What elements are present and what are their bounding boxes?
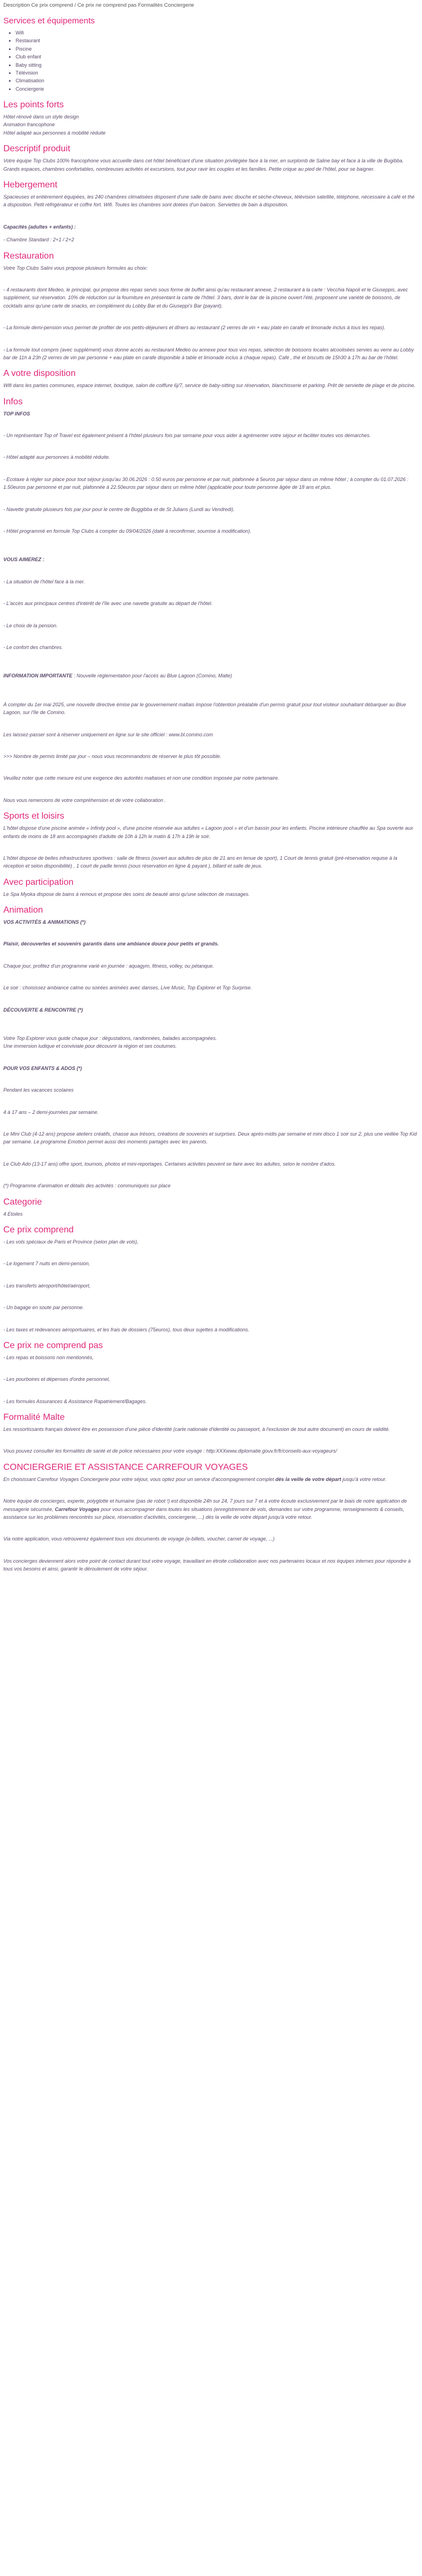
restauration-paragraph: - La formule tout compris (avec supplément) vous donne accès au restaurant Medeo ou annexe pour tous vos repas, sélection de boissons locales alcoolisées servies au verre au Lobby bar de 11h à 23h (2 verres de vin par personne + eau plate en carafe disponible à table et limonade inclus à chaque repas). Café , thé et biscuits de 15h30 à 17h au bar de l'hôtel. (3, 346, 414, 360)
service-item: • Baby sitting (16, 61, 418, 69)
conciergerie-bold: Carrefour Voyages (55, 1506, 100, 1512)
disposition-title: A votre disposition (3, 369, 76, 379)
formalites-title: Formalité Malte (3, 1413, 65, 1423)
restauration-title: Restauration (3, 251, 54, 261)
restauration-paragraph: - 4 restaurants dont Medeo, le principal, qui propose des repas servis sous forme de buffet ainsi qu'au restaurant annexe, 2 restaurant à la carte : Vecchia Napoli et le Giuseppis, avec supplément, sur réservation. 10% de réduction sur la fourniture en présentant la carte de l'hôtel. 3 bars, dont le bar de la piscine ouvert l'été, proposent une variété de boissons, de cocktails ainsi qu'une carte de snacks, en complément du Lobby Bar et du Giuseppi's Bar (payant). (3, 286, 408, 309)
decouverte-line: Une immersion ludique et conviviale pour découvrir la région et ses coutumes. (3, 1043, 177, 1049)
service-item: • Conciergerie (16, 85, 418, 93)
conciergerie-text: pour vous accompagner dans toutes les situations (enregistrement de vols, demandes sur votre programme, renseignements & conseils, assistance sur les problèmes rencontrés sur place, réservation d'activités, conciergerie, ...) dès la veille de votre départ jusqu'à votre retour. (3, 1506, 405, 1520)
restauration-paragraph: - La formule demi-pension vous permet de profiter de vos petits-déjeuners et dîners au restaurant (2 verres de vin + eau plate en carafe et limonade inclus à tous les repas). (3, 325, 386, 331)
important-label: INFORMATION IMPORTANTE (3, 673, 72, 679)
prix-comprend-item: - Les vols spéciaux de Paris et Province (selon plan de vols), (3, 1239, 139, 1245)
prix-ne-comprend-item: - Les repas et boissons non mentionnés, (3, 1354, 94, 1360)
top-infos-subtitle: TOP INFOS (3, 410, 31, 417)
formalites-paragraph: Les ressortissants français doivent être en possession d'une pièce d'identité (carte nationale d'identité ou passeport, à l'exclusion de tout autre document) en cours de validité. (3, 1426, 390, 1433)
conciergerie-text: jusqu'à votre retour. (341, 1476, 387, 1482)
aimerez-item: - L'accès aux principaux centres d'intérêt de l'île avec une navette gratuite au départ de l'hôtel. (3, 601, 213, 607)
conciergerie-paragraph (3, 1497, 418, 1521)
blue-lagoon-paragraph: Nous vous remercions de votre compréhension et de votre collaboration . (3, 797, 166, 803)
blue-lagoon-paragraph: Veuillez noter que cette mesure est une exigence des autorités maltaises et non une condition imposée par notre partenaire. (3, 775, 279, 781)
point-fort-line: Animation francophone (3, 122, 55, 128)
blue-lagoon-paragraph: À compter du 1er mai 2025, une nouvelle directive émise par le gouvernement maltais impose l'obtention préalable d'un permis gratuit pour tout visiteur souhaitant débarquer au Blue Lagoon, sur l'île de Comino. (3, 701, 406, 716)
services-title: Services et équipements (3, 16, 95, 26)
blue-lagoon-paragraph: >>> Nombre de permis limité par jour – nous vous recommandons de réserver le plus tôt possible. (3, 753, 222, 759)
conciergerie-title: CONCIERGERIE ET ASSISTANCE CARREFOUR VOYAGES (3, 1462, 248, 1472)
capacity-value: - Chambre Standard : 2+1 / 2+2 (3, 237, 75, 243)
capacity-label: Capacités (adultes + enfants) : (3, 224, 76, 230)
info-paragraph: - Hôtel programmé en formule Top Clubs à compter du 09/04/2026 (daté à reconfirmer, soumise à modification). (3, 528, 252, 534)
participation-title: Avec participation (3, 877, 73, 887)
services-list (3, 29, 418, 93)
decouverte-line: Votre Top Explorer vous guide chaque jour : dégustations, randonnées, balades accompagnées. (3, 1036, 217, 1042)
animation-title: Animation (3, 905, 43, 915)
prix-ne-comprend-item: - Les formules Assurances & Assistance Rapatriement/Bagages. (3, 1398, 147, 1404)
conciergerie-paragraph: Vos concierges deviennent alors votre point de contact durant tout votre voyage, travaillant en étroite collaboration avec nos partenaires locaux et nos équipes internes pour répondre à tous vos besoins et ainsi, garantir le déroulement de votre séjour. (3, 1558, 411, 1572)
hebergement-text: Spacieuses et entièrement équipées, les 240 chambres climatisées disposent d'une salle de bains avec douche et sèche-cheveux, télévision satellite, téléphone, nécessaire à café et thé à disposition. Petit réfrigérateur et coffre fort. Wifi. Toutes les chambres sont dotées d'un balcon. Serviettes de bain à disposition. (3, 194, 415, 208)
descriptif-text: Votre équipe Top Clubs 100% francophone vous accueille dans cet hôtel bénéficiant d'une situation privilégiée face à la mer, en surplomb de Saline bay et face à la ville de Bugibba. Grands espaces, chambres confortables, nombreuses activités et excursions, tout pour ravir les couples et les familles. Petite crique au pied de l'hôtel, pour se baigner. (3, 158, 404, 172)
section-tabs-line: Description Ce prix comprend / Ce prix ne comprend pas Formalités Conciergerie (3, 2, 194, 8)
descriptif-title: Descriptif produit (3, 144, 71, 154)
service-item: • Climatisation (16, 77, 418, 85)
sports-paragraph: L'hôtel dispose de belles infrastructures sportives : salle de fitness (ouvert aux adultes de plus de 21 ans en tenue de sport), 1 Court de tennis gratuit (pré-réservation requise à la réception et selon disponibilité) , 1 court de padle tennis (sous réservation en ligne & payant ), billard et salle de jeux. (3, 855, 398, 869)
enfants-paragraph: Le Mini Club (4-12 ans) propose ateliers créatifs, chasse aux trésors, créations de souvenirs et surprises. Deux après-midis par semaine et mini disco 1 soir sur 2, plus une veillée Top Kid par semaine. Le programme Emotion permet aussi des moments partagés avec les parents. (3, 1131, 417, 1145)
categorie-title: Categorie (3, 1197, 42, 1207)
aimerez-item: - La situation de l'hôtel face à la mer. (3, 578, 85, 584)
prix-comprend-item: - Un bagage en soute par personne. (3, 1305, 84, 1311)
service-item: • Restaurant (16, 37, 418, 44)
participation-text: Le Spa Myoka dispose de bains à remous et propose des soins de beauté ainsi qu'une sélection de massages. (3, 891, 250, 897)
disposition-text: Wifi dans les parties communes, espace internet, boutique, salon de coiffure 6j/7, service de baby-sitting sur réservation, blanchisserie et parking. Prêt de serviette de plage et de piscine. (3, 383, 416, 389)
hebergement-title: Hebergement (3, 180, 57, 190)
service-item: • Wifi (16, 29, 418, 37)
animation-tagline: Plaisir, découvertes et souvenirs garantis dans une ambiance douce pour petits et grands. (3, 941, 219, 947)
important-info (3, 672, 418, 680)
animation-note: (*) Programme d'animation et détails des activités : communiqués sur place (3, 1183, 171, 1189)
conciergerie-bold: dès la veille de votre départ (275, 1476, 341, 1482)
service-item: • Club enfant (16, 53, 418, 61)
animation-paragraph: Le soir : choisissez ambiance calme ou soirées animées avec danses, Live Music, Top Explorer et Top Surprise. (3, 985, 252, 991)
aimerez-item: - Le choix de la pension. (3, 622, 58, 628)
enfants-paragraph: Le Club Ado (13-17 ans) offre sport, tournois, photos et mini-reportages. Certaines activités peuvent se faire avec les adultes, selon le nombre d'ados. (3, 1161, 336, 1167)
service-item: • Piscine (16, 45, 418, 53)
enfants-title: POUR VOS ENFANTS & ADOS (*) (3, 1065, 82, 1071)
categorie-value: 4 Etoiles (3, 1211, 23, 1217)
info-paragraph: - Ecotaxe à régler sur place pour tout séjour jusqu'au 30.06.2026 : 0.50 euros par personne et par nuit, plafonnée à 5euros par séjour dans un même hôtel ; à compter du 01.07.2026 : 1.50euros par personne et par nuit, plafonnée à 22.50euros par séjour dans un même hôtel (applicable pour toute personne âgée de 18 ans et plus. (3, 476, 409, 491)
aimerez-title: VOUS AIMEREZ : (3, 557, 45, 563)
animation-subtitle: VOS ACTIVITÉS & ANIMATIONS (*) (3, 919, 86, 925)
prix-comprend-item: - Les taxes et redevances aéroportuaires, et les frais de dossiers (75euros), tous deux sujettes à modifications. (3, 1326, 249, 1332)
enfants-paragraph: 4 à 17 ans – 2 demi-journées par semaine. (3, 1109, 99, 1115)
info-paragraph: - Hôtel adapté aux personnes à mobilité réduite. (3, 454, 110, 460)
formalites-paragraph: Vous pouvez consulter les formalités de santé et de police nécessaires pour votre voyage : http:XXXwww.diplomatie.gouv.fr/fr/conseils-aux-voyageurs/ (3, 1448, 337, 1454)
decouverte-title: DÉCOUVERTE & RENCONTRE (*) (3, 1007, 83, 1013)
sports-paragraph: L'hôtel dispose d'une piscine animée « Infinity pool », d'une piscine réservée aux adultes « Lagoon pool » et d'un bassin pour les enfants. Piscine intérieure chauffée au Spa ouverte aux enfants de moins de 18 ans accompagnés d'adulte de 10h à 12h le matin & 17h à 19h le soir. (3, 825, 413, 839)
prix-comprend-item: - Les transferts aéroport/hôtel/aéroport, (3, 1282, 91, 1289)
aimerez-item: - Le confort des chambres. (3, 645, 63, 650)
sports-title: Sports et loisirs (3, 811, 65, 821)
point-fort-line: Hôtel rénové dans un style design (3, 114, 79, 120)
conciergerie-text: Notre équipe de concierges, experte, polyglotte et humaine (pas de robot !) est disponible 24h sur 24, 7 jours sur 7 et à votre écoute exclusivement par le biais de notre application de messagerie sécurisée, (3, 1498, 407, 1512)
conciergerie-paragraph (3, 1475, 418, 1483)
info-paragraph: - Un représentant Top of Travel est également présent à l'hôtel plusieurs fois par semaine pour vous aider à agrémenter votre séjour et faciliter toutes vos démarches. (3, 433, 371, 439)
conciergerie-paragraph: Via notre application, vous retrouverez également tous vos documents de voyage (e-billets, voucher, carnet de voyage, ...) (3, 1536, 275, 1542)
important-text: : Nouvelle réglementation pour l'accès au Blue Lagoon (Comino, Malte) (72, 673, 232, 679)
info-paragraph: - Navette gratuite plusieurs fois par jour pour le centre de Buggibba et de St Julians (Lundi au Vendredi). (3, 506, 235, 512)
prix-ne-comprend-title: Ce prix ne comprend pas (3, 1340, 103, 1350)
prix-comprend-title: Ce prix comprend (3, 1225, 74, 1235)
blue-lagoon-paragraph: Les laissez-passer sont à réserver uniquement en ligne sur le site officiel : www.bl.comino.com (3, 731, 213, 737)
service-item: • Télévision (16, 69, 418, 77)
point-fort-line: Hôtel adapté aux personnes à mobilité réduite (3, 130, 106, 136)
prix-comprend-item: - Le logement 7 nuits en demi-pension, (3, 1261, 90, 1267)
infos-title: Infos (3, 397, 23, 407)
enfants-paragraph: Pendant les vacances scolaires (3, 1087, 74, 1093)
prix-ne-comprend-item: - Les pourboires et dépenses d'ordre personnel, (3, 1376, 110, 1383)
conciergerie-text: En choisissant Carrefour Voyages Conciergerie pour votre séjour, vous optez pour un service d'accompagnement complet (3, 1476, 276, 1482)
points-forts-title: Les points forts (3, 100, 64, 110)
restauration-intro: Votre Top Clubs Salini vous propose plusieurs formules au choix: (3, 265, 148, 271)
animation-paragraph: Chaque jour, profitez d'un programme varié en journée : aquagym, fitness, volley, ou pétanque. (3, 963, 214, 969)
